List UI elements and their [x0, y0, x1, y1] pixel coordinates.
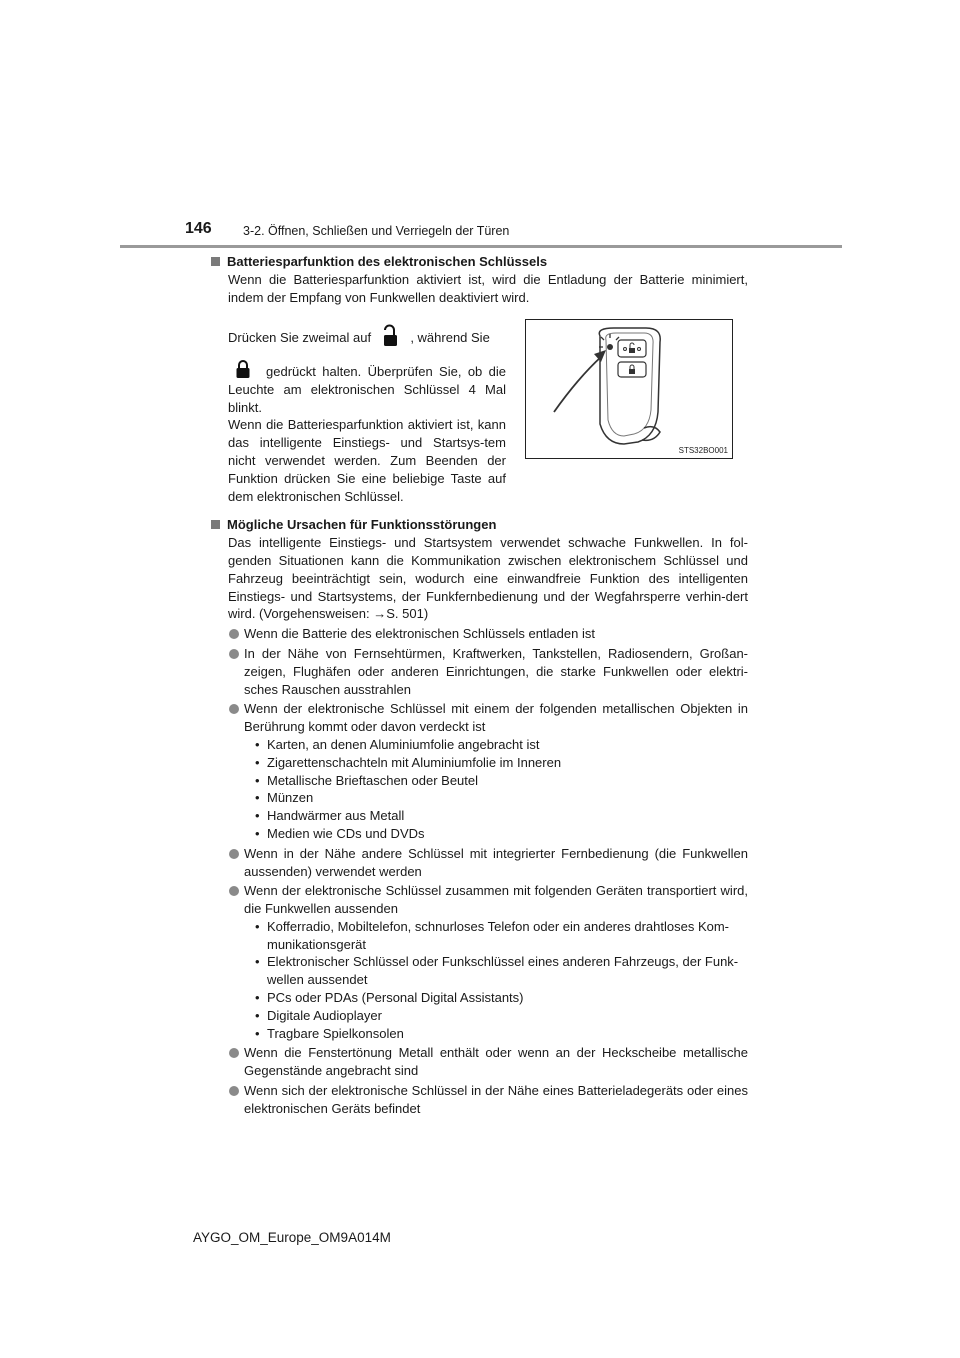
bullet-icon: •: [255, 1025, 260, 1041]
page-number: 146: [185, 220, 212, 237]
sub-list-item-text: Medien wie CDs und DVDs: [267, 825, 425, 841]
instructions-text: Drücken Sie zweimal auf , während Sie gedrückt halten. Überprüfen Sie, ob die Leuchte am elektronischen Schlüssel 4 Mal blinkt. Wenn die Batteriesparfunktion aktiviert ist, kann das intelligente Einstiegs- und Startsys-tem nicht verwendet werden. Zum Beenden der Funktion drücken Sie eine beliebige Taste auf dem elektronischen Schlüssel.: [211, 316, 506, 505]
sub-list-item-text: Karten, an denen Aluminiumfolie angebracht ist: [267, 736, 540, 752]
instructions-note-text: Wenn die Batteriesparfunktion aktiviert ist, kann das intelligente Einstiegs- und Startsys-tem nicht verwendet werden. Zum Beenden der Funktion drücken Sie eine beliebige Taste auf dem elektronischen Schlüssel.: [228, 417, 506, 504]
bullet-icon: •: [255, 754, 260, 770]
circle-bullet-icon: [229, 849, 239, 859]
section-title: 3-2. Öffnen, Schließen und Verriegeln der Türen: [243, 224, 510, 238]
sub-list-item: [255, 772, 748, 790]
sub-list-item-text: Tragbare Spielkonsolen: [267, 1025, 404, 1041]
sub-list-item-text: PCs oder PDAs (Personal Digital Assistants): [267, 990, 524, 1006]
list-item-text: In der Nähe von Fernsehtürmen, Kraftwerken, Tankstellen, Radiosendern, Großan-zeigen, Flughäfen oder anderen Einrichtungen, die starke Funkwellen oder elektri-sches Rauschen ausstrahlen: [244, 645, 748, 697]
sub-list-item-text: Handwärmer aus Metall: [267, 808, 405, 824]
circle-bullet-icon: [229, 1048, 239, 1058]
circle-bullet-icon: [229, 629, 239, 639]
sub-list-item: [255, 825, 748, 843]
bullet-icon: •: [255, 772, 260, 788]
bullet-icon: •: [255, 990, 260, 1006]
list-item: [228, 845, 748, 881]
circle-bullet-icon: [229, 704, 239, 714]
figure-id: STS32BO001: [678, 446, 728, 455]
bullet-icon: •: [255, 808, 260, 824]
malfunction-intro: Das intelligente Einstiegs- und Startsystem verwendet schwache Funkwellen. In fol-genden Situationen kann die Kommunikation zwischen elektronischem Schlüssel und Fahrzeug beeinträchtigt sein, wodurch eine einwandfreie Funktion des intelligenten Einstiegs- und Startsystems, der Funkfernbedienung und der Wegfahrsperre verhin-dert wird. (Vorgehensweisen: →S. 501): [228, 535, 748, 622]
sub-list-item-text: Metallische Brieftaschen oder Beutel: [267, 772, 479, 788]
sub-list-item: [255, 754, 748, 772]
instructions-check-text: gedrückt halten. Überprüfen Sie, ob die Leuchte am elektronischen Schlüssel 4 Mal blinkt.: [228, 363, 506, 415]
bullet-icon: •: [255, 954, 260, 970]
sub-list-item-text: Zigarettenschachteln mit Aluminiumfolie im Inneren: [267, 754, 562, 770]
list-item: [228, 1082, 748, 1118]
list-item-text: Wenn der elektronische Schlüssel mit einem der folgenden metallischen Objekten in Berührung kommt oder davon verdeckt ist: [244, 701, 748, 735]
list-item: [228, 882, 748, 918]
unlock-icon: [383, 324, 399, 353]
bullet-icon: •: [255, 918, 260, 934]
list-item: [228, 625, 748, 643]
bullet-icon: •: [255, 790, 260, 806]
malfunction-heading: Mögliche Ursachen für Funktionsstörungen: [211, 516, 748, 534]
sub-list-item: [255, 736, 748, 754]
sub-list-item-text: Digitale Audioplayer: [267, 1007, 382, 1023]
bullet-icon: •: [255, 736, 260, 752]
malfunction-bullet-list: [211, 625, 748, 1118]
square-bullet-icon: [211, 257, 220, 266]
sub-list-item-text: Münzen: [267, 790, 314, 806]
square-bullet-icon: [211, 520, 220, 529]
sub-list-item: [255, 953, 748, 989]
sub-list-item: [255, 989, 748, 1007]
list-item-text: Wenn die Fenstertönung Metall enthält oder wenn an der Heckscheibe metallische Gegenstände angebracht sind: [244, 1045, 748, 1079]
sub-list-item: [255, 918, 748, 954]
list-item: [228, 700, 748, 736]
sub-list: [228, 736, 748, 843]
circle-bullet-icon: [229, 649, 239, 659]
battery-saving-intro: Wenn die Batteriesparfunktion aktiviert ist, wird die Entladung der Batterie minimiert, indem der Empfang von Funkwellen deaktiviert wird.: [228, 271, 748, 305]
sub-list-item: [255, 789, 748, 807]
sub-list-item: [255, 807, 748, 825]
list-item-text: Wenn die Batterie des elektronischen Schlüssels entladen ist: [244, 626, 595, 642]
sub-list: [228, 918, 748, 1043]
battery-saving-heading: Batteriesparfunktion des elektronischen Schlüssels: [211, 253, 748, 271]
key-figure: [525, 319, 733, 459]
sub-list-item: [255, 1007, 748, 1025]
list-item-text: Wenn sich der elektronische Schlüssel in der Nähe eines Batterieladegeräts oder eines elektronischen Geräts befindet: [244, 1083, 748, 1116]
list-item-text: Wenn in der Nähe andere Schlüssel mit integrierter Fernbedienung (die Funkwellen aussenden) verwendet werden: [244, 845, 748, 879]
document-code: AYGO_OM_Europe_OM9A014M: [193, 1230, 391, 1245]
sub-list-item-text: Kofferradio, Mobiltelefon, schnurloses Telefon oder ein anderes drahtloses Kom-munikationsgerät: [267, 918, 730, 952]
bullet-icon: •: [255, 825, 260, 841]
sub-list-item: [255, 1025, 748, 1043]
electronic-key-illustration: [526, 320, 732, 458]
bullet-icon: •: [255, 1007, 260, 1023]
circle-bullet-icon: [229, 1086, 239, 1096]
circle-bullet-icon: [229, 886, 239, 896]
header-rule: [120, 245, 842, 248]
list-item: [228, 1044, 748, 1080]
list-item-text: Wenn der elektronische Schlüssel zusammen mit folgenden Geräten transportiert wird, die Funkwellen aussenden: [244, 883, 748, 917]
sub-list-item-text: Elektronischer Schlüssel oder Funkschlüssel eines anderen Fahrzeugs, der Funk-wellen aussendet: [267, 954, 739, 988]
list-item: [228, 645, 748, 698]
